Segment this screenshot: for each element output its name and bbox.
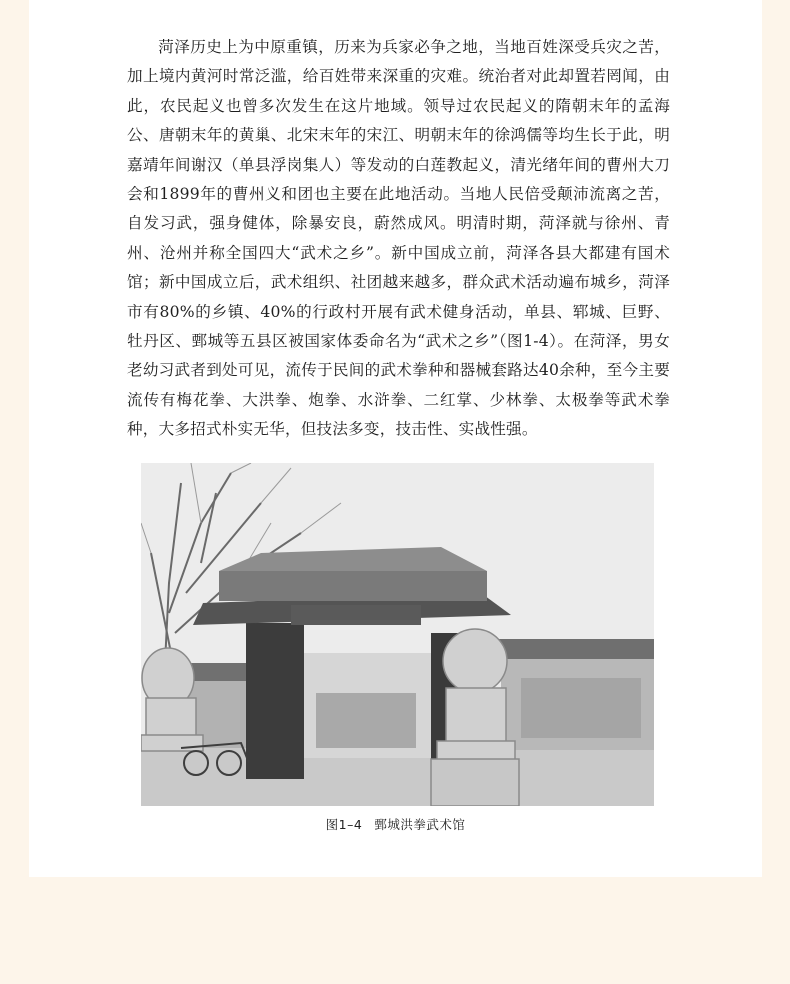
figure-number: 图1–4 [325, 817, 363, 832]
figure-title: 鄄城洪拳武术馆 [374, 817, 466, 832]
book-page [29, 0, 762, 877]
figure-photo-martial-arts-hall [141, 463, 654, 806]
body-paragraph: 菏泽历史上为中原重镇，历来为兵家必争之地，当地百姓深受兵灾之苦，加上境内黄河时常泛滥，给百姓带来深重的灾难。统治者对此却置若罔闻，由此，农民起义也曾多次发生在这片地域。领导过农民起义的隋朝末年的孟海公、唐朝末年的黄巢、北宋末年的宋江、明朝末年的徐鸿儒等均生长于此，明嘉靖年间谢汉（单县浮岗集人）等发动的白莲教起义，清光绪年间的曹州大刀会和1899年的曹州义和团也主要在此地活动。当地人民倍受颠沛流离之苦，自发习武，强身健体，除暴安良，蔚然成风。明清时期，菏泽就与徐州、青州、沧州并称全国四大“武术之乡”。新中国成立前，菏泽各县大都建有国术馆；新中国成立后，武术组织、社团越来越多，群众武术活动遍布城乡，菏泽市有80%的乡镇、40%的行政村开展有武术健身活动，单县、郓城、巨野、牡丹区、鄄城等五县区被国家体委命名为“武术之乡”（图1-4）。在菏泽，男女老幼习武者到处可见，流传于民间的武术拳种和器械套路达40余种，至今主要流传有梅花拳、大洪拳、炮拳、水浒拳、二红掌、少林拳、太极拳等武术拳种，大多招式朴实无华，但技法多变，技击性、实战性强。 [127, 38, 670, 439]
figure-caption [29, 815, 762, 833]
